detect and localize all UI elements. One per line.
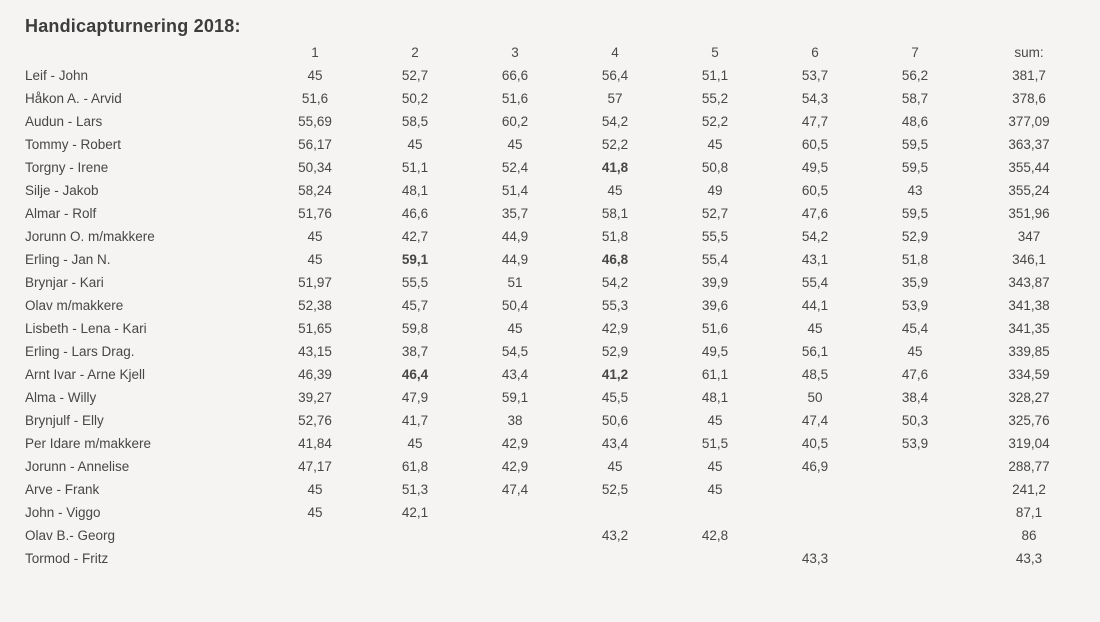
score-cell: 45 — [307, 505, 323, 520]
score-cell: 43 — [907, 183, 923, 198]
score-cell: 54,2 — [601, 114, 629, 129]
table-row — [25, 110, 1093, 133]
score-cell — [565, 501, 665, 524]
score-cell: 59,5 — [901, 206, 929, 221]
score-cell: 45 — [307, 482, 323, 497]
score-cell: 43,15 — [298, 344, 332, 359]
score-cell: 44,9 — [501, 229, 529, 244]
score-cell: 52,5 — [601, 482, 629, 497]
score-cell: 39,27 — [298, 390, 332, 405]
score-cell: 56,1 — [801, 344, 829, 359]
score-cell: 45 — [707, 459, 723, 474]
score-cell — [765, 524, 865, 547]
score-cell: 48,1 — [701, 390, 729, 405]
score-cell: 56,4 — [601, 68, 629, 83]
score-cell: 49 — [707, 183, 723, 198]
score-cell: 49,5 — [801, 160, 829, 175]
score-cell: 50,3 — [901, 413, 929, 428]
score-cell: 50,8 — [701, 160, 729, 175]
sum-cell: 347 — [1017, 229, 1041, 244]
score-cell: 53,9 — [901, 298, 929, 313]
table-row — [25, 64, 1093, 87]
score-cell: 61,1 — [701, 367, 729, 382]
score-cell: 45 — [507, 321, 523, 336]
table-row — [25, 386, 1093, 409]
score-cell: 51,8 — [601, 229, 629, 244]
player-name: Erling - Jan N. — [25, 252, 111, 267]
score-cell: 52,38 — [298, 298, 332, 313]
player-name: Audun - Lars — [25, 114, 103, 129]
sum-cell: 377,09 — [1008, 114, 1050, 129]
score-cell: 50,34 — [298, 160, 332, 175]
sum-cell: 351,96 — [1008, 206, 1050, 221]
score-cell: 52,7 — [401, 68, 429, 83]
score-cell: 55,3 — [601, 298, 629, 313]
score-cell — [765, 501, 865, 524]
score-cell: 45 — [807, 321, 823, 336]
score-cell: 55,4 — [801, 275, 829, 290]
sum-cell: 363,37 — [1008, 137, 1050, 152]
sum-cell: 328,27 — [1008, 390, 1050, 405]
score-cell: 42,8 — [701, 528, 729, 543]
score-table — [25, 41, 1093, 570]
score-cell: 47,4 — [801, 413, 829, 428]
score-cell: 51 — [507, 275, 523, 290]
score-cell: 39,6 — [701, 298, 729, 313]
score-cell: 51,5 — [701, 436, 729, 451]
score-cell: 59,5 — [901, 137, 929, 152]
score-cell — [665, 547, 765, 570]
sum-cell: 381,7 — [1012, 68, 1046, 83]
table-row — [25, 547, 1093, 570]
score-cell — [365, 547, 465, 570]
score-cell: 59,1 — [501, 390, 529, 405]
sum-cell: 339,85 — [1008, 344, 1050, 359]
score-cell: 51,76 — [298, 206, 332, 221]
score-cell: 58,1 — [601, 206, 629, 221]
score-cell: 46,4 — [401, 367, 429, 382]
score-cell: 45 — [707, 413, 723, 428]
player-name: Per Idare m/makkere — [25, 436, 152, 451]
player-name: Tommy - Robert — [25, 137, 122, 152]
score-cell: 47,4 — [501, 482, 529, 497]
player-name: Alma - Willy — [25, 390, 97, 405]
score-cell: 52,7 — [701, 206, 729, 221]
score-cell — [465, 501, 565, 524]
table-row — [25, 294, 1093, 317]
score-cell: 38,4 — [901, 390, 929, 405]
table-row — [25, 409, 1093, 432]
score-cell: 43,3 — [801, 551, 829, 566]
score-cell: 42,9 — [501, 436, 529, 451]
score-cell: 51,1 — [701, 68, 729, 83]
score-cell: 47,9 — [401, 390, 429, 405]
player-name: Torgny - Irene — [25, 160, 109, 175]
score-cell: 51,6 — [501, 91, 529, 106]
sum-cell: 378,6 — [1012, 91, 1046, 106]
score-cell: 41,84 — [298, 436, 332, 451]
score-cell: 45,5 — [601, 390, 629, 405]
score-cell: 45 — [607, 183, 623, 198]
score-cell: 52,9 — [901, 229, 929, 244]
score-cell: 47,6 — [901, 367, 929, 382]
sum-cell: 343,87 — [1008, 275, 1050, 290]
score-cell: 45 — [507, 137, 523, 152]
score-cell: 57 — [607, 91, 623, 106]
score-cell: 54,2 — [601, 275, 629, 290]
sum-cell: 288,77 — [1008, 459, 1050, 474]
sum-cell: 334,59 — [1008, 367, 1050, 382]
score-cell: 45 — [607, 459, 623, 474]
table-row — [25, 156, 1093, 179]
score-cell: 47,7 — [801, 114, 829, 129]
score-cell — [865, 478, 965, 501]
score-cell — [565, 547, 665, 570]
score-cell: 45 — [407, 137, 423, 152]
player-name: Brynjulf - Elly — [25, 413, 104, 428]
column-header-round-4: 4 — [611, 45, 619, 60]
score-cell: 52,4 — [501, 160, 529, 175]
player-name: Olav m/makkere — [25, 298, 124, 313]
score-cell: 38 — [507, 413, 523, 428]
score-cell: 50,6 — [601, 413, 629, 428]
score-cell: 45 — [907, 344, 923, 359]
score-cell: 50,2 — [401, 91, 429, 106]
score-cell: 60,5 — [801, 137, 829, 152]
sum-cell: 87,1 — [1015, 505, 1043, 520]
score-cell: 45,7 — [401, 298, 429, 313]
score-cell: 35,7 — [501, 206, 529, 221]
table-row — [25, 248, 1093, 271]
table-row — [25, 317, 1093, 340]
score-cell: 55,5 — [701, 229, 729, 244]
score-cell: 48,5 — [801, 367, 829, 382]
score-cell: 55,2 — [701, 91, 729, 106]
score-cell — [465, 547, 565, 570]
score-cell: 43,2 — [601, 528, 629, 543]
table-row — [25, 363, 1093, 386]
score-cell — [865, 455, 965, 478]
score-cell: 41,7 — [401, 413, 429, 428]
score-cell: 52,9 — [601, 344, 629, 359]
score-cell: 59,5 — [901, 160, 929, 175]
score-table-header — [25, 41, 1093, 64]
score-cell: 60,2 — [501, 114, 529, 129]
sum-cell: 43,3 — [1015, 551, 1043, 566]
score-cell: 55,69 — [298, 114, 332, 129]
score-cell: 53,9 — [901, 436, 929, 451]
score-cell: 42,9 — [501, 459, 529, 474]
sum-cell: 341,38 — [1008, 298, 1050, 313]
sum-cell: 346,1 — [1012, 252, 1046, 267]
score-cell: 45 — [307, 68, 323, 83]
score-cell: 44,1 — [801, 298, 829, 313]
score-cell: 39,9 — [701, 275, 729, 290]
player-name: Almar - Rolf — [25, 206, 97, 221]
player-name: Håkon A. - Arvid — [25, 91, 122, 106]
header-row — [25, 41, 1093, 64]
score-cell: 46,9 — [801, 459, 829, 474]
column-header-round-5: 5 — [711, 45, 719, 60]
player-name: Brynjar - Kari — [25, 275, 104, 290]
player-name: Leif - John — [25, 68, 89, 83]
player-name: Tormod - Fritz — [25, 551, 109, 566]
player-name: Erling - Lars Drag. — [25, 344, 135, 359]
score-cell: 46,8 — [601, 252, 629, 267]
score-cell: 45,4 — [901, 321, 929, 336]
score-cell: 43,4 — [501, 367, 529, 382]
score-cell: 42,1 — [401, 505, 429, 520]
player-name: Jorunn - Annelise — [25, 459, 130, 474]
score-cell: 55,5 — [401, 275, 429, 290]
sum-cell: 341,35 — [1008, 321, 1050, 336]
score-cell — [765, 478, 865, 501]
score-cell: 35,9 — [901, 275, 929, 290]
score-cell — [865, 524, 965, 547]
score-cell: 52,76 — [298, 413, 332, 428]
table-row — [25, 340, 1093, 363]
player-name: Olav B.- Georg — [25, 528, 116, 543]
score-cell: 49,5 — [701, 344, 729, 359]
score-cell: 48,1 — [401, 183, 429, 198]
score-cell — [265, 524, 365, 547]
player-name: John - Viggo — [25, 505, 101, 520]
score-cell: 54,3 — [801, 91, 829, 106]
score-cell: 50 — [807, 390, 823, 405]
score-cell: 47,6 — [801, 206, 829, 221]
score-cell: 58,5 — [401, 114, 429, 129]
score-cell: 45 — [307, 229, 323, 244]
score-cell: 51,8 — [901, 252, 929, 267]
sum-cell: 86 — [1021, 528, 1037, 543]
score-cell: 51,3 — [401, 482, 429, 497]
score-cell: 51,1 — [401, 160, 429, 175]
score-cell — [865, 547, 965, 570]
score-cell: 51,97 — [298, 275, 332, 290]
score-cell: 58,24 — [298, 183, 332, 198]
sum-cell: 241,2 — [1012, 482, 1046, 497]
table-row — [25, 478, 1093, 501]
table-row — [25, 133, 1093, 156]
header-name-spacer — [25, 41, 265, 64]
player-name: Arve - Frank — [25, 482, 100, 497]
table-row — [25, 179, 1093, 202]
score-cell: 51,4 — [501, 183, 529, 198]
score-cell: 45 — [307, 252, 323, 267]
sum-cell: 355,44 — [1008, 160, 1050, 175]
table-row — [25, 501, 1093, 524]
column-header-round-1: 1 — [311, 45, 319, 60]
score-cell: 43,4 — [601, 436, 629, 451]
score-cell: 50,4 — [501, 298, 529, 313]
score-cell: 42,7 — [401, 229, 429, 244]
score-cell: 59,8 — [401, 321, 429, 336]
score-cell: 51,6 — [701, 321, 729, 336]
score-cell: 51,6 — [301, 91, 329, 106]
score-cell: 44,9 — [501, 252, 529, 267]
column-header-round-3: 3 — [511, 45, 519, 60]
score-cell: 60,5 — [801, 183, 829, 198]
score-table-body — [25, 64, 1093, 570]
score-cell — [265, 547, 365, 570]
column-header-round-7: 7 — [911, 45, 919, 60]
score-cell: 40,5 — [801, 436, 829, 451]
page-title: Handicapturnering 2018: — [25, 16, 241, 36]
player-name: Arnt Ivar - Arne Kjell — [25, 367, 146, 382]
score-cell: 46,6 — [401, 206, 429, 221]
table-row — [25, 225, 1093, 248]
score-cell: 46,39 — [298, 367, 332, 382]
table-row — [25, 271, 1093, 294]
table-row — [25, 432, 1093, 455]
score-cell — [365, 524, 465, 547]
score-cell: 45 — [707, 482, 723, 497]
score-cell: 47,17 — [298, 459, 332, 474]
score-cell: 52,2 — [601, 137, 629, 152]
table-row — [25, 524, 1093, 547]
score-cell: 48,6 — [901, 114, 929, 129]
score-cell: 55,4 — [701, 252, 729, 267]
score-cell: 43,1 — [801, 252, 829, 267]
score-cell: 54,2 — [801, 229, 829, 244]
sum-cell: 325,76 — [1008, 413, 1050, 428]
score-cell: 56,17 — [298, 137, 332, 152]
column-header-round-2: 2 — [411, 45, 419, 60]
sum-cell: 319,04 — [1008, 436, 1050, 451]
score-cell: 53,7 — [801, 68, 829, 83]
table-row — [25, 202, 1093, 225]
score-cell: 56,2 — [901, 68, 929, 83]
score-cell: 38,7 — [401, 344, 429, 359]
score-cell: 45 — [407, 436, 423, 451]
score-sheet — [25, 16, 1093, 570]
score-cell: 51,65 — [298, 321, 332, 336]
sum-cell: 355,24 — [1008, 183, 1050, 198]
score-cell: 45 — [707, 137, 723, 152]
table-row — [25, 455, 1093, 478]
player-name: Silje - Jakob — [25, 183, 99, 198]
score-cell: 41,8 — [601, 160, 629, 175]
score-cell: 41,2 — [601, 367, 629, 382]
score-cell: 54,5 — [501, 344, 529, 359]
score-cell: 42,9 — [601, 321, 629, 336]
score-cell — [665, 501, 765, 524]
score-cell — [865, 501, 965, 524]
score-cell: 59,1 — [401, 252, 429, 267]
player-name: Lisbeth - Lena - Kari — [25, 321, 147, 336]
score-cell: 61,8 — [401, 459, 429, 474]
score-cell: 58,7 — [901, 91, 929, 106]
player-name: Jorunn O. m/makkere — [25, 229, 155, 244]
table-row — [25, 87, 1093, 110]
column-header-round-6: 6 — [811, 45, 819, 60]
column-header-sum: sum: — [1014, 45, 1044, 60]
score-cell — [465, 524, 565, 547]
score-cell: 66,6 — [501, 68, 529, 83]
score-cell: 52,2 — [701, 114, 729, 129]
